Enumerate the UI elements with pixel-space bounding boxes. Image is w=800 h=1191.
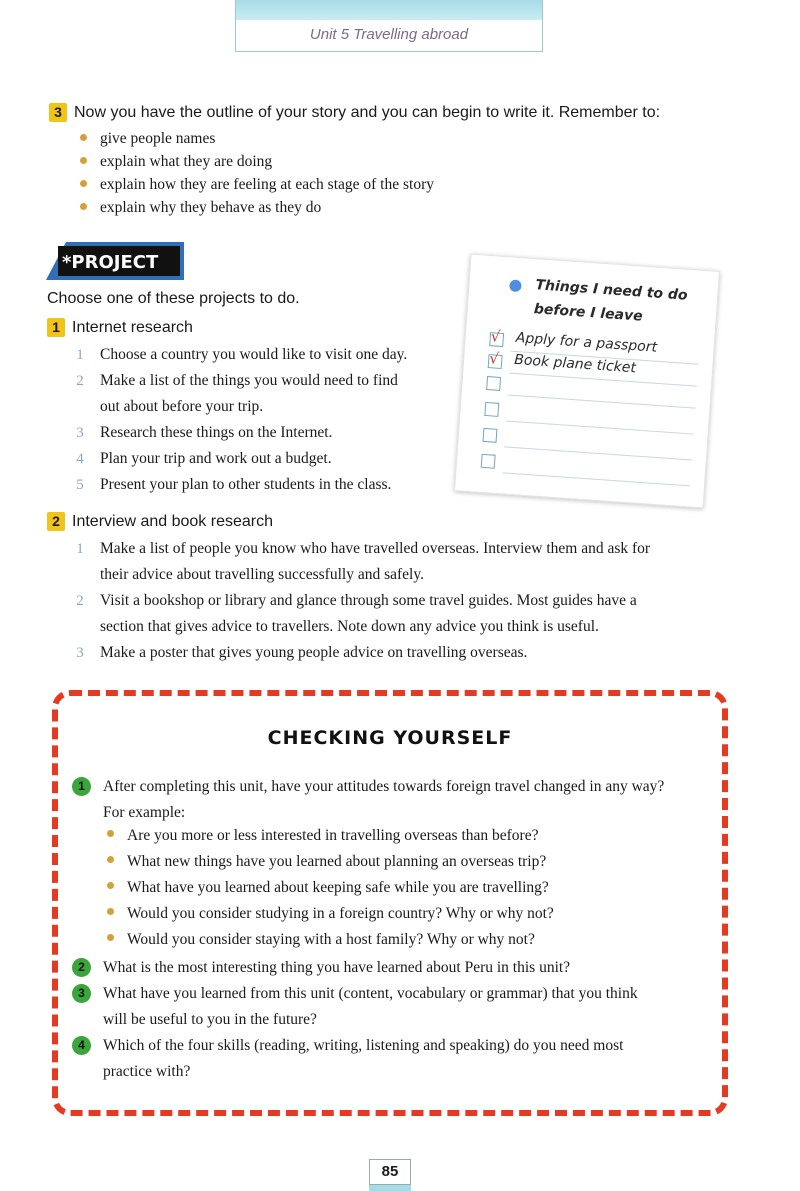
project2-title: Interview and book research: [72, 513, 273, 530]
question-1: 1 After completing this unit, have your attitudes towards foreign travel changed in any way? For example:: [72, 774, 722, 826]
list-item: give people names: [76, 127, 434, 150]
project2-number: 2: [47, 512, 65, 531]
list-item: out about before your trip.: [100, 398, 264, 415]
list-item: What have you learned about keeping safe while you are travelling?: [103, 875, 554, 901]
check-mark-icon: √: [488, 349, 500, 368]
list-item: 3 Make a poster that gives young people advice on travelling overseas.: [76, 644, 528, 661]
list-item: Are you more or less interested in travelling overseas than before?: [103, 823, 554, 849]
question-number-badge: 1: [72, 777, 91, 796]
list-item: their advice about travelling successfully and safely.: [100, 566, 424, 583]
header-band: [236, 0, 542, 20]
list-item: explain why they behave as they do: [76, 196, 434, 219]
section3-intro-text: Now you have the outline of your story and you can begin to write it. Remember to:: [74, 104, 661, 121]
bullet-icon: [80, 203, 87, 210]
checkbox-icon: [481, 454, 496, 469]
checklist-row: √ Book plane ticket: [487, 352, 698, 389]
choose-text: Choose one of these projects to do.: [47, 290, 300, 307]
project1-number: 1: [47, 318, 65, 337]
project-tag: [44, 240, 186, 284]
question-3: 3 What have you learned from this unit (content, vocabulary or grammar) that you think will be useful to you in the future?: [72, 981, 722, 1033]
bullet-icon: [80, 157, 87, 164]
project1-heading: [47, 318, 193, 337]
list-item: 3 Research these things on the Internet.: [76, 424, 333, 441]
unit-title: Unit 5 Travelling abroad: [309, 26, 469, 43]
question-4: 4 Which of the four skills (reading, writing, listening and speaking) do you need most practice with?: [72, 1033, 722, 1085]
page-number: 85: [369, 1159, 411, 1185]
checklist-row: √ Apply for a passport: [489, 330, 700, 367]
note-title: Things I need to do before I leave: [533, 277, 689, 325]
question-number-badge: 3: [72, 984, 91, 1003]
checklist-note: [454, 254, 720, 509]
project2-heading: [47, 512, 273, 531]
checking-yourself-title: CHECKING YOURSELF: [267, 727, 513, 749]
question-1-examples: [103, 823, 554, 953]
check-mark-icon: √: [490, 327, 502, 346]
bullet-icon: [80, 180, 87, 187]
project-tag-label: *PROJECT: [62, 252, 159, 273]
bullet-icon: [80, 134, 87, 141]
question-number-badge: 2: [72, 958, 91, 977]
question-number-badge: 4: [72, 1036, 91, 1055]
list-item: What new things have you learned about planning an overseas trip?: [103, 849, 554, 875]
checkbox-icon: [483, 428, 498, 443]
checkbox-icon: [486, 376, 501, 391]
project2-steps: [70, 536, 790, 666]
reminder-list: [76, 127, 434, 219]
list-item: 1 Choose a country you would like to visit one day.: [76, 346, 408, 363]
pin-icon: [509, 279, 522, 292]
checkbox-icon: [484, 402, 499, 417]
question-2: 2 What is the most interesting thing you have learned about Peru in this unit?: [72, 955, 722, 981]
bullet-icon: [107, 856, 114, 863]
list-item: Would you consider studying in a foreign country? Why or why not?: [103, 901, 554, 927]
list-item: 2 Make a list of the things you would need to find: [76, 372, 398, 389]
list-item: 4 Plan your trip and work out a budget.: [76, 450, 332, 467]
page-number-band: [369, 1185, 411, 1191]
list-item: explain how they are feeling at each stage of the story: [76, 173, 434, 196]
unit-header: [235, 0, 543, 52]
bullet-icon: [107, 830, 114, 837]
divider: [502, 472, 690, 486]
list-item: 1 Make a list of people you know who have travelled overseas. Interview them and ask for: [76, 540, 651, 557]
project1-steps: [70, 342, 460, 498]
bullet-icon: [107, 934, 114, 941]
section3-intro: [49, 103, 660, 122]
project1-title: Internet research: [72, 319, 193, 336]
list-item: 2 Visit a bookshop or library and glance through some travel guides. Most guides have a: [76, 592, 637, 609]
bullet-icon: [107, 908, 114, 915]
list-item: Would you consider staying with a host family? Why or why not?: [103, 927, 554, 953]
list-item: explain what they are doing: [76, 150, 434, 173]
list-item: section that gives advice to travellers. Note down any advice you think is useful.: [100, 618, 599, 635]
section3-number: 3: [49, 103, 67, 122]
list-item: 5 Present your plan to other students in the class.: [76, 476, 392, 493]
bullet-icon: [107, 882, 114, 889]
